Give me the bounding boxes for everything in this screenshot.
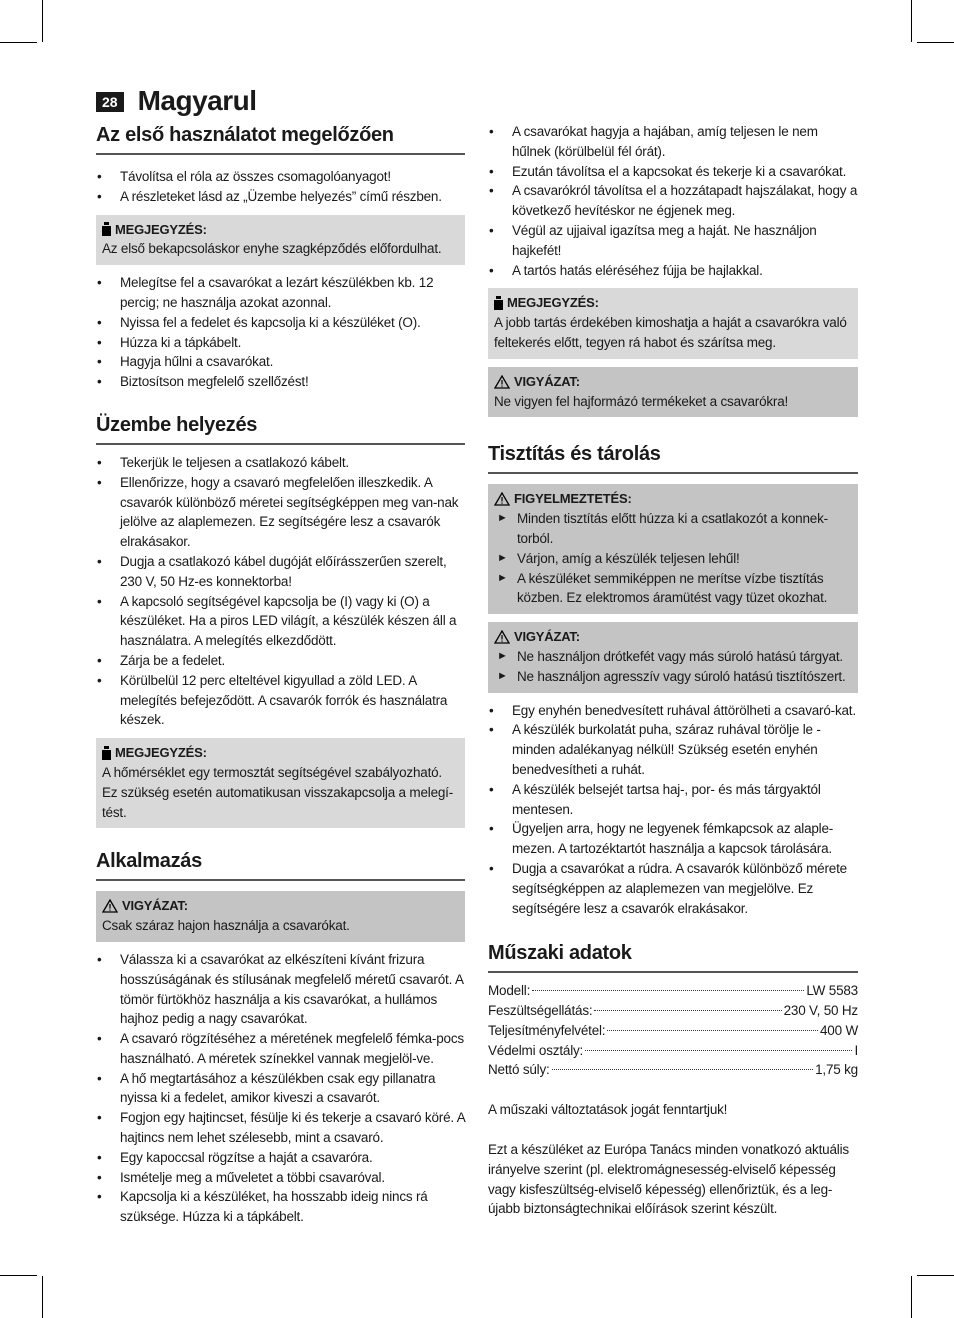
warning-triangle-icon [494,375,510,389]
caution-box [488,622,858,692]
paragraph: A műszaki változtatások jogát fenntartjuk! [488,1102,728,1118]
spec-row: Feszültségellátás: 230 V, 50 Hz [488,1003,858,1019]
list-item: • A hő megtartásához a készülékben csak egy pillanatra nyissa ki a fedelet, amikor kiveszi a csavarót. [96,1069,465,1109]
list-item: ► Ne használjon drótkefét vagy más súroló hatású tárgyat. [494,647,852,667]
page-number: 28 [96,92,124,112]
warning-triangle-icon [494,630,510,644]
info-icon [102,746,111,760]
bullet-list [488,122,858,280]
arrow-list [494,647,852,687]
list-item: ► Minden tisztítás előtt húzza ki a csatlakozót a konnek-torból. [494,509,852,549]
list-item: • Válassza ki a csavarókat az elkészíteni kívánt frizura hosszúságának és stílusának megfelelő méretű csavarót. A tömör fürtökhöz használja a kis csavarókat, a hullámos hajhoz pedig a nagy csavarókat. [96,950,465,1029]
list-item: ► A készüléket semmiképpen ne merítse vízbe tisztítás közben. Ez elektromos áramütést vagy tüzet okozhat. [494,569,852,609]
crop-mark [42,1276,43,1318]
list-item: • Ügyeljen arra, hogy ne legyenek fémkapcsok az alaple-mezen. A tartozéktartót használja a kapcsok tárolására. [488,819,858,859]
list-item: • A tartós hatás eléréséhez fújja be hajlakkal. [488,261,858,281]
list-item: • Egy enyhén benedvesített ruhával áttörölheti a csavaró-kat. [488,701,858,721]
section-cleaning [488,443,858,918]
section-title: Az első használatot megelőzően [96,124,465,155]
page-header [96,84,257,118]
crop-mark [917,1275,954,1276]
note-box [96,738,465,828]
list-item: • Tekerjük le teljesen a csatlakozó kábelt. [96,453,465,473]
list-item: • Egy kapoccsal rögzítse a haját a csavaróra. [96,1148,465,1168]
list-item: • Biztosítson megfelelő szellőzést! [96,372,465,392]
list-item: • Távolítsa el róla az összes csomagolóanyagot! [96,167,465,187]
list-item: • Hagyja hűlni a csavarókat. [96,352,465,372]
caution-title: VIGYÁZAT: [514,629,580,645]
crop-mark [911,1276,912,1318]
bullet-list [96,167,465,207]
list-item: • Ezután távolítsa el a kapcsokat és tekerje ki a csavarókat. [488,162,858,182]
crop-mark [917,42,954,43]
list-item: • Dugja a csavarókat a rúdra. A csavarók különböző mérete segítségképpen az alaplemezen van megjelölve. Ez segítségére lesz a csavarók elrakásakor. [488,859,858,918]
list-item: • Ellenőrizze, hogy a csavaró megfelelően illeszkedik. A csavarók különböző méretei segítségképpen meg van-nak jelölve az alaplemezen. Ez segítségére lesz a csavarók elrakásakor. [96,473,465,552]
bullet-list [96,273,465,392]
list-item: • Ismételje meg a műveletet a többi csavaróval. [96,1168,465,1188]
note-title: MEGJEGYZÉS: [507,295,599,311]
list-item: • Fogjon egy hajtincset, fésülje ki és tekerje a csavaró köré. A hajtincs nem lehet szélesebb, mint a csavaró. [96,1108,465,1148]
left-column [96,120,465,1227]
note-text: A jobb tartás érdekében kimoshatja a haját a csavarókra való feltekerés előtt, tegyen rá habot és szárítsa meg. [494,315,847,350]
crop-mark [0,42,37,43]
caution-text: Ne vigyen fel hajformázó termékeket a csavarókra! [494,393,789,409]
caution-box [96,891,465,942]
list-item: ► Várjon, amíg a készülék teljesen lehűl! [494,549,852,569]
list-item: • Nyissa fel a fedelet és kapcsolja ki a készüléket (O). [96,313,465,333]
paragraph: Ezt a készüléket az Európa Tanács minden vonatkozó aktuális irányelve szerint (pl. elektromágnesesség-elviselő képesség vagy kisfeszültség-elviselő képesség) ellenőriztük, és a leg-újabb biztonságtechnikai előírások szerint készült. [488,1142,849,1217]
section-setup [96,414,465,828]
warning-title: FIGYELMEZTETÉS: [514,491,632,507]
caution-title: VIGYÁZAT: [514,373,580,389]
note-title: MEGJEGYZÉS: [115,745,207,761]
section-title: Alkalmazás [96,850,465,881]
crop-mark [0,1275,37,1276]
section-usage [96,850,465,1227]
section-title: Tisztítás és tárolás [488,443,858,474]
list-item: • Körülbelül 12 perc elteltével kigyullad a zöld LED. A melegítés befejeződött. A csavarók forrók és használatra készek. [96,671,465,730]
list-item: • A csavarókat hagyja a hajában, amíg teljesen le nem hűlnek (körülbelül fél órát). [488,122,858,162]
section-title: Üzembe helyezés [96,414,465,445]
warning-triangle-icon [494,492,510,506]
spec-row: Nettó súly: 1,75 kg [488,1062,858,1078]
bullet-list [488,701,858,919]
right-column [488,122,858,1219]
note-title: MEGJEGYZÉS: [115,221,207,237]
note-box [96,215,465,266]
spec-row: Modell: LW 5583 [488,983,858,999]
info-icon [102,222,111,236]
list-item: • Dugja a csatlakozó kábel dugóját előírásszerűen szerelt, 230 V, 50 Hz-es konnektorba! [96,552,465,592]
crop-mark [42,0,43,42]
warning-box [488,484,858,614]
bullet-list [96,453,465,730]
list-item: ► Ne használjon agresszív vagy súroló hatású tisztítószert. [494,667,852,687]
bullet-list [96,950,465,1227]
crop-mark [911,0,912,42]
section-title: Műszaki adatok [488,942,858,973]
section-technical-data [488,942,858,1219]
spec-row: Teljesítményfelvétel: 400 W [488,1022,858,1038]
list-item: • Zárja be a fedelet. [96,651,465,671]
caution-box [488,367,858,418]
list-item: • Kapcsolja ki a készüléket, ha hosszabb ideig nincs rá szüksége. Húzza ki a tápkábelt. [96,1187,465,1227]
caution-title: VIGYÁZAT: [122,898,188,914]
note-text: A hőmérséklet egy termosztát segítségével szabályozható. Ez szükség esetén automatikusan visszakapcsolja a melegí-tést. [102,764,454,820]
note-box [488,288,858,358]
spec-row: Védelmi osztály: I [488,1042,858,1058]
list-item: • Húzza ki a tápkábelt. [96,333,465,353]
arrow-list [494,509,852,608]
page-title: Magyarul [137,85,257,116]
info-icon [494,296,503,310]
list-item: • A részleteket lásd az „Üzembe helyezés” című részben. [96,187,465,207]
list-item: • A készülék belsejét tartsa haj-, por- és más tárgyaktól mentesen. [488,780,858,820]
list-item: • Végül az ujjaival igazítsa meg a haját. Ne használjon hajkefét! [488,221,858,261]
list-item: • A csavaró rögzítéséhez a méretének megfelelő fémka-pocs használható. A méretek színekkel vannak megjelöl-ve. [96,1029,465,1069]
list-item: • A kapcsoló segítségével kapcsolja be (I) vagy ki (O) a készüléket. Ha a piros LED világít, a készülék készen áll a használatra. A melegítés elkezdődött. [96,592,465,651]
warning-triangle-icon [102,899,118,913]
list-item: • A csavarókról távolítsa el a hozzátapadt hajszálakat, hogy a következő hevítéskor ne égjenek meg. [488,181,858,221]
list-item: • A készülék burkolatát puha, száraz ruhával törölje le - minden adalékanyag nélkül! Szükség esetén enyhén benedvesítheti a ruhát. [488,720,858,779]
caution-text: Csak száraz hajon használja a csavarókat. [102,918,350,934]
list-item: • Melegítse fel a csavarókat a lezárt készülékben kb. 12 percig; ne használja azokat azonnal. [96,273,465,313]
spec-table [488,981,858,1080]
note-text: Az első bekapcsoláskor enyhe szagképződés előfordulhat. [102,241,442,257]
section-before-first-use [96,124,465,392]
